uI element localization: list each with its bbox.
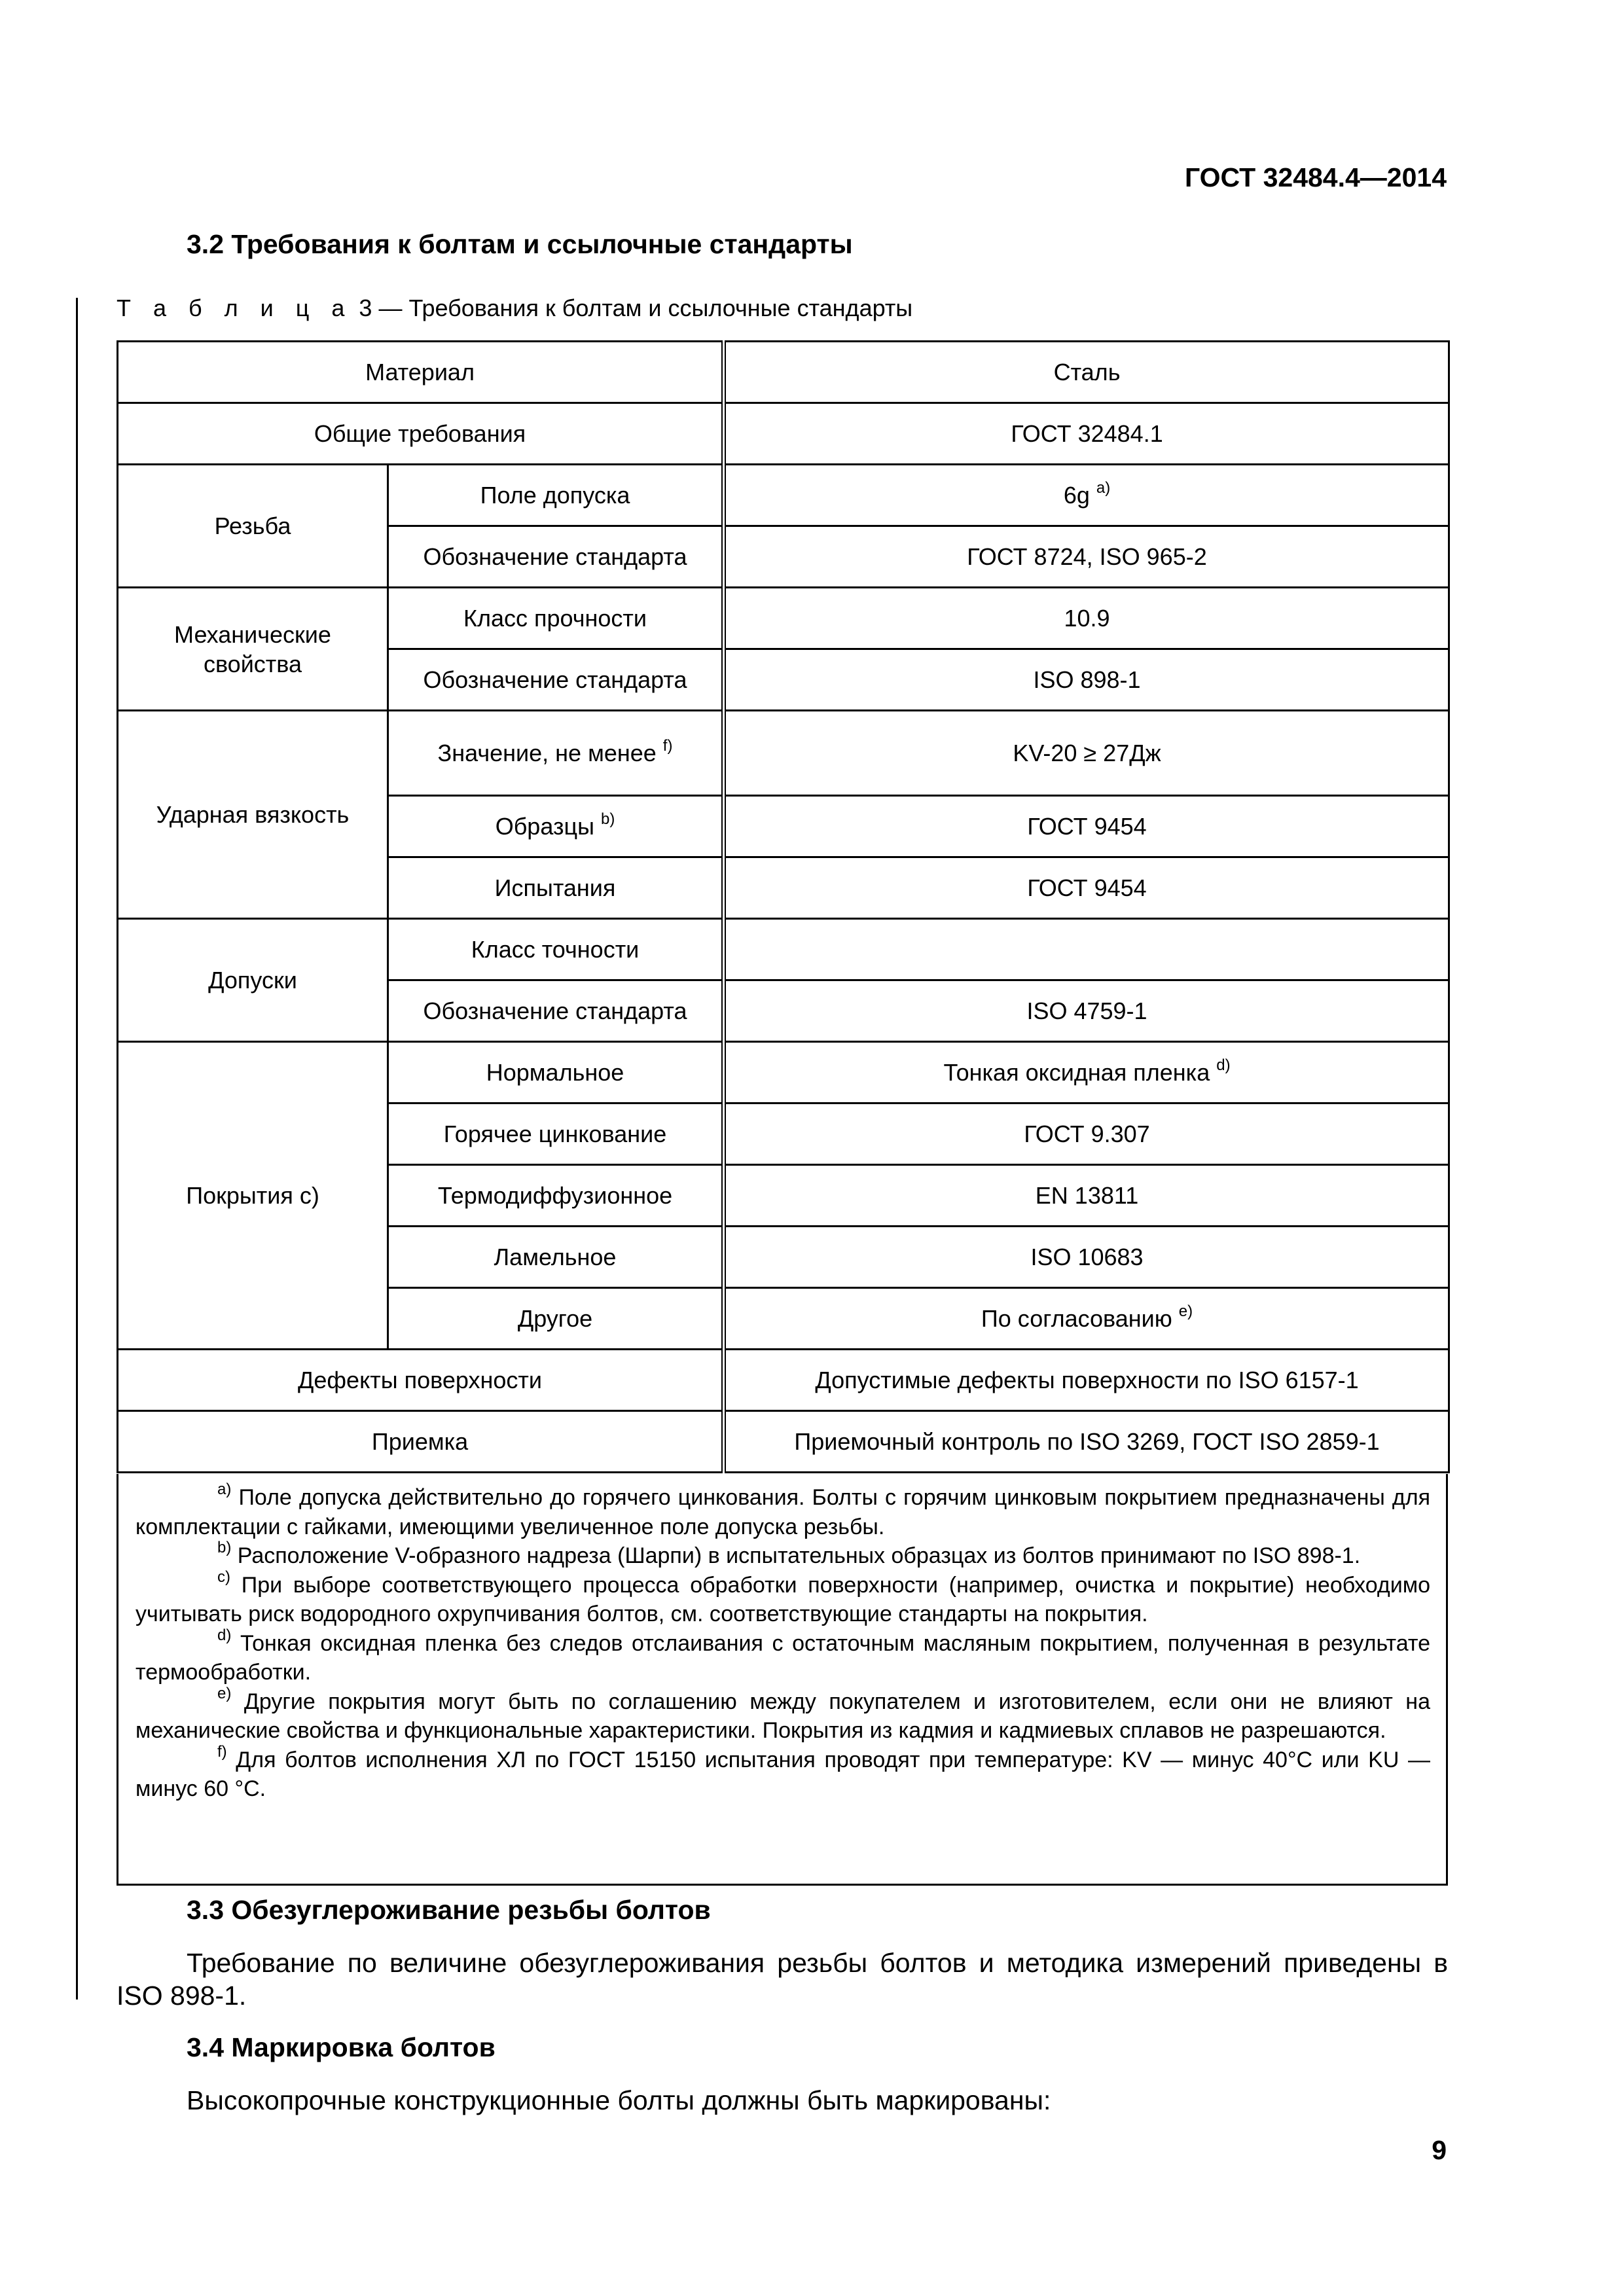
- thread-tolerance-label: Поле допуска: [388, 465, 724, 526]
- acceptance-label: Приемка: [118, 1411, 724, 1473]
- page-number: 9: [1432, 2135, 1447, 2165]
- document-code: ГОСТ 32484.4—2014: [1184, 162, 1447, 192]
- change-margin-bar: [76, 298, 78, 2000]
- coating-normal-label: Нормальное: [388, 1042, 724, 1103]
- coating-lamellar-label: Ламельное: [388, 1227, 724, 1288]
- section-3-3-text: Требование по величине обезуглероживания резьбы болтов и методика измерений приведены в ISO 898-1.: [117, 1948, 1448, 2011]
- mechanical-standard-value: ISO 898-1: [724, 649, 1449, 711]
- coating-normal-value: [724, 1042, 1449, 1103]
- footnote-mark: b): [217, 1539, 232, 1556]
- footnote-mark: a): [217, 1480, 232, 1498]
- table-caption-prefix: Т а б л и ц а: [117, 295, 353, 321]
- section-3-3-heading: 3.3 Обезуглероживание резьбы болтов: [187, 1895, 711, 1925]
- mechanical-standard-label: Обозначение стандарта: [388, 649, 724, 711]
- defects-label: Дефекты поверхности: [118, 1350, 724, 1411]
- requirements-table: [117, 340, 1450, 1473]
- accuracy-class-value: [724, 919, 1449, 980]
- footnote-mark: d): [217, 1626, 232, 1644]
- general-label: Общие требования: [118, 403, 724, 465]
- defects-value: Допустимые дефекты поверхности по ISO 6157-1: [724, 1350, 1449, 1411]
- section-3-2-heading: 3.2 Требования к болтам и ссылочные стандарты: [187, 229, 853, 259]
- footnote-text: Тонкая оксидная пленка без следов отслаивания с остаточным масляным покрытием, полученная в результате термообработки.: [135, 1630, 1430, 1685]
- tolerances-standard-value: ISO 4759-1: [724, 980, 1449, 1042]
- footnote-mark: f): [217, 1742, 227, 1761]
- coatings-label: Покрытия с): [118, 1042, 388, 1350]
- samples-label-text: Образцы: [495, 813, 594, 840]
- thread-tolerance-text: 6g: [1063, 482, 1090, 509]
- table-caption-text: — Требования к болтам и ссылочные стандарты: [378, 295, 913, 321]
- impact-value-label: [388, 711, 724, 796]
- coating-hot-label: Горячее цинкование: [388, 1103, 724, 1165]
- table-row: [118, 403, 1449, 465]
- impact-value-label-text: Значение, не менее: [437, 740, 657, 766]
- samples-label: [388, 796, 724, 857]
- footnote-item: [135, 1684, 1430, 1746]
- footnote-text: Поле допуска действительно до горячего цинкования. Болты с горячим цинковым покрытием предназначены для комплектации с гайками, имеющими увеличенное поле допуска резьбы.: [135, 1485, 1430, 1539]
- coating-lamellar-value: ISO 10683: [724, 1227, 1449, 1288]
- general-value: ГОСТ 32484.1: [724, 403, 1449, 465]
- impact-label: Ударная вязкость: [118, 711, 388, 919]
- thread-tolerance-value: [724, 465, 1449, 526]
- thread-standard-value: ГОСТ 8724, ISO 965-2: [724, 526, 1449, 588]
- footnote-ref-a: a): [1096, 479, 1111, 497]
- strength-class-value: 10.9: [724, 588, 1449, 649]
- coating-thermo-value: EN 13811: [724, 1165, 1449, 1227]
- table-row: [118, 1411, 1449, 1473]
- tests-value: ГОСТ 9454: [724, 857, 1449, 919]
- section-3-4-text: Высокопрочные конструкционные болты должны быть маркированы:: [187, 2085, 1051, 2115]
- thread-standard-label: Обозначение стандарта: [388, 526, 724, 588]
- footnote-ref-b: b): [600, 810, 615, 828]
- coating-other-label: Другое: [388, 1288, 724, 1350]
- coating-hot-value: ГОСТ 9.307: [724, 1103, 1449, 1165]
- section-3-4-heading: 3.4 Маркировка болтов: [187, 2032, 496, 2062]
- tests-label: Испытания: [388, 857, 724, 919]
- coating-normal-text: Тонкая оксидная пленка: [943, 1059, 1210, 1086]
- mechanical-label: Механические свойства: [118, 588, 388, 711]
- footnote-text: Другие покрытия могут быть по соглашению между покупателем и изготовителем, если они не влияют на механические свойства и функциональные характеристики. Покрытия из кадмия и кадмиевых сплавов не разрешаются.: [135, 1689, 1430, 1743]
- coating-other-text: По согласованию: [981, 1305, 1172, 1332]
- footnote-text: Для болтов исполнения ХЛ по ГОСТ 15150 испытания проводят при температуре: KV — минус 40°С или KU — минус 60 °С.: [135, 1747, 1430, 1801]
- samples-value: ГОСТ 9454: [724, 796, 1449, 857]
- table-footnotes: [117, 1474, 1448, 1886]
- tolerances-standard-label: Обозначение стандарта: [388, 980, 724, 1042]
- footnote-text: При выборе соответствующего процесса обработки поверхности (например, очистка и покрытие) необходимо учитывать риск водородного охрупчивания болтов, см. соответствующие стандарты на покрытия.: [135, 1572, 1430, 1626]
- accuracy-class-label: Класс точности: [388, 919, 724, 980]
- footnote-item: [135, 1480, 1430, 1541]
- footnote-text: Расположение V-образного надреза (Шарпи) в испытательных образцах из болтов принимают по ISO 898-1.: [237, 1543, 1361, 1568]
- header-material: Материал: [118, 342, 724, 403]
- table-row: [118, 1350, 1449, 1411]
- footnote-mark: e): [217, 1684, 232, 1702]
- footnote-ref-d: d): [1216, 1056, 1231, 1074]
- table-caption: [117, 295, 912, 322]
- footnote-item: [135, 1742, 1430, 1804]
- footnote-item: [135, 1568, 1430, 1629]
- footnote-item: [135, 1541, 1430, 1571]
- coating-other-value: [724, 1288, 1449, 1350]
- impact-value: KV-20 ≥ 27Дж: [724, 711, 1449, 796]
- table-row: [118, 711, 1449, 796]
- table-row: [118, 465, 1449, 526]
- table-caption-number: 3: [359, 295, 372, 321]
- footnote-item: [135, 1626, 1430, 1687]
- acceptance-value: Приемочный контроль по ISO 3269, ГОСТ ISO 2859-1: [724, 1411, 1449, 1473]
- table-row: [118, 588, 1449, 649]
- coating-thermo-label: Термодиффузионное: [388, 1165, 724, 1227]
- footnote-ref-e: e): [1178, 1302, 1193, 1320]
- table-row: [118, 919, 1449, 980]
- table-header-row: [118, 342, 1449, 403]
- header-steel: Сталь: [724, 342, 1449, 403]
- footnote-mark: c): [217, 1568, 230, 1586]
- thread-label: Резьба: [118, 465, 388, 588]
- tolerances-label: Допуски: [118, 919, 388, 1042]
- strength-class-label: Класс прочности: [388, 588, 724, 649]
- footnote-ref-f: f): [662, 737, 673, 755]
- table-row: [118, 1042, 1449, 1103]
